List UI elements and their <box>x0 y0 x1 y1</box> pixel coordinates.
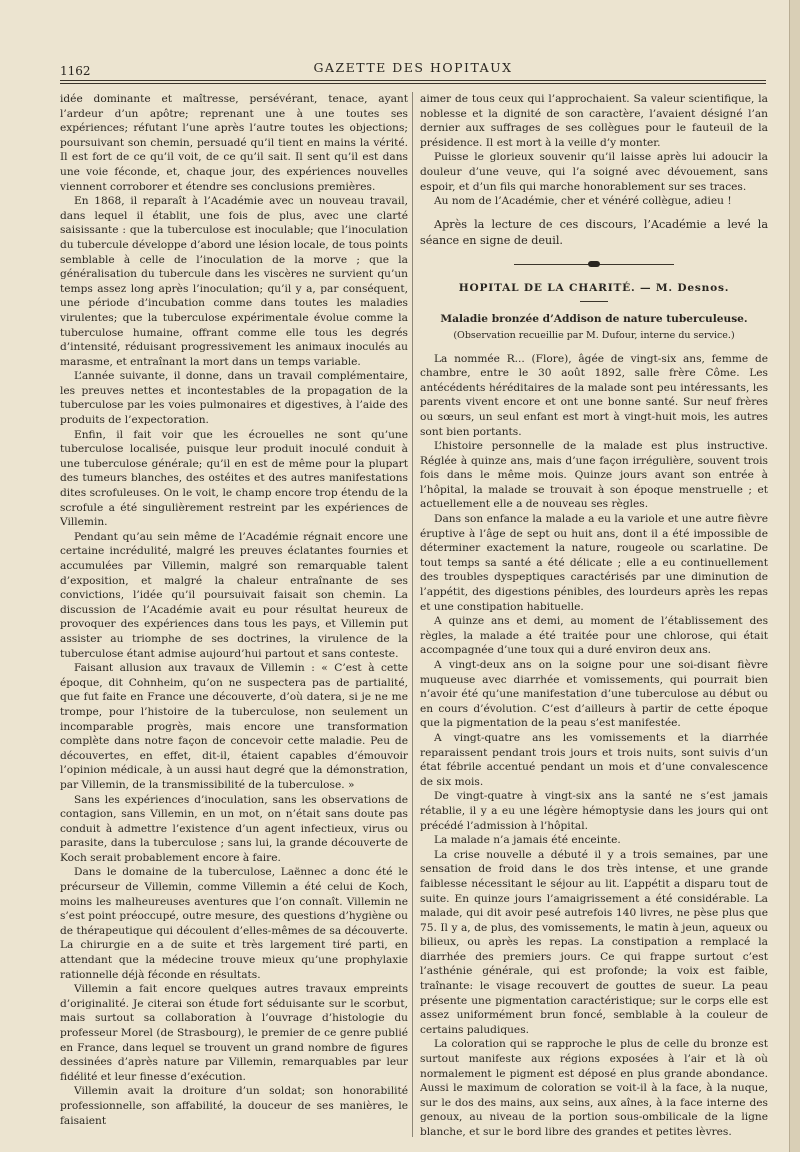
paragraph: La crise nouvelle a débuté il y a trois semaines, par une sensation de froid dans le dos très intense, et une grande faiblesse nécessitant le séjour au lit. L’appétit a disparu tout de suite. En quinze jours l’amaigrissement a été considérable. La malade, qui dit avoir pesé autrefois 140 livres, ne pèse plus que 75. Il y a, de plus, des vomissements, le matin à jeun, aqueux ou bilieux, ou après les repas. La constipation a remplacé la diarrhée des premiers jours. Ce qui frappe surtout c’est l’asthénie générale, qui est profonde; la voix est faible, traînante: le visage recouvert de gouttes de sueur. La peau présente une pigmentation caractéristique; sur le corps elle est assez uniformément brun foncé, semblable à la couleur de certains paludiques. <box>420 848 768 1036</box>
observation-note: (Observation recueillie par M. Dufour, interne du service.) <box>453 329 735 341</box>
paragraph: A vingt-quatre ans les vomissements et la diarrhée reparaissent pendant trois jours et trois nuits, sont suivis d’un état fébrile accentué pendant un mois et d’une convalescence de six mois. <box>420 731 768 788</box>
right-column <box>420 92 768 1140</box>
page-edge <box>789 0 800 1152</box>
paragraph: Pendant qu’au sein même de l’Académie régnait encore une certaine incrédulité, malgré les preuves éclatantes fournies et accumulées par Villemin, malgré son remarquable talent d’exposition, et malgré la chaleur entraînante de ses convictions, l’idée qu’il poursuivait faisait son chemin. La discussion de l’Académie avait eu pour résultat heureux de provoquer des expériences dans tous les pays, et Villemin put assister au triomphe de ses doctrines, la virulence de la tuberculose étant admise aujourd’hui partout et sans conteste. <box>60 530 408 660</box>
header-rule-double <box>60 83 766 84</box>
paragraph: A vingt-deux ans on la soigne pour une soi-disant fièvre muqueuse avec diarrhée et vomissements, qui pourrait bien n’avoir été qu’une manifestation d’une tuberculose au début ou en cours d’évolution. C’est d’ailleurs à partir de cette époque que la pigmentation de la peau s’est manifestée. <box>420 659 768 730</box>
paragraph: La malade n’a jamais été enceinte. <box>434 834 621 847</box>
paragraph: Au nom de l’Académie, cher et vénéré collègue, adieu ! <box>434 195 732 208</box>
left-column <box>60 92 408 1140</box>
paragraph: L’histoire personnelle de la malade est plus instructive. Réglée à quinze ans, mais d’une façon irrégulière, souvent trois fois dans le même mois. Quinze jours avant son entrée à l’hôpital, la malade se trouvait à son époque menstruelle ; et actuellement elle a de nouveau ses règles. <box>420 440 768 511</box>
paragraph: Villemin avait la droiture d’un soldat; son honorabilité professionnelle, son affabilité, la douceur de ses manières, le faisaient <box>60 1085 408 1127</box>
paragraph: La nommée R... (Flore), âgée de vingt-six ans, femme de chambre, entre le 30 août 1892, salle frère Côme. Les antécédents héréditaires de la malade sont peu intéressants, les parents vivent encore et ont une bonne santé. Sur neuf frères ou sœurs, un seul enfant est mort à vingt-huit mois, les autres sont bien portants. <box>420 352 768 438</box>
page-header <box>60 58 766 80</box>
case-title: Maladie bronzée d’Addison de nature tuberculeuse. <box>440 313 748 326</box>
paragraph: A quinze ans et demi, au moment de l’établissement des règles, la malade a été traitée pour une chlorose, qui était accompagnée d’une toux qui a duré environ deux ans. <box>420 615 768 657</box>
paragraph: idée dominante et maîtresse, persévérant, tenace, ayant l’ardeur d’un apôtre; reprenant une à une toutes ses expériences; réfutant l’une après l’autre toutes les objections; poursuivant son chemin, persuadé qu’il tient en mains la vérité. Il est fort de ce qu’il voit, de ce qu’il sait. Il sent qu’il est dans une voie féconde, et, chaque jour, des expériences nouvelles viennent corroborer et étendre ses conclusions premières. <box>60 93 408 193</box>
title-rule <box>580 301 608 302</box>
paragraph: De vingt-quatre à vingt-six ans la santé ne s’est jamais rétablie, il y a eu une légère hémoptysie dans les jours qui ont précédé l’admission à l’hôpital. <box>420 790 768 832</box>
paragraph: Enfin, il fait voir que les écrouelles ne sont qu’une tuberculose localisée, puisque leur produit inoculé conduit à une tuberculose générale; qu’il en est de même pour la plupart des tumeurs blanches, des ostéites et des autres manifestations dites scrofuleuses. On le voit, le champ encore trop étendu de la scrofule a été singulièrement restreint par les expériences de Villemin. <box>60 428 408 529</box>
paragraph: Puisse le glorieux souvenir qu’il laisse après lui adoucir la douleur d’une veuve, qui l’a soigné avec dévouement, sans espoir, et d’un fils qui marche honorablement sur ses traces. <box>420 151 768 193</box>
paragraph: La coloration qui se rapproche le plus de celle du bronze est surtout manifeste aux régions exposées à l’air et là où normalement le pigment est déposé en plus grande abondance. Aussi le maximum de coloration se voit-il à la face, à la nuque, sur le dos des mains, aux seins, aux aînes, à la face interne des genoux, au niveau de la portion sous-ombilicale de la ligne blanche, et sur le bord libre des grandes et petites lèvres. <box>420 1038 768 1138</box>
closing-paragraph: Après la lecture de ces discours, l’Académie a levé la séance en signe de deuil. <box>420 217 768 247</box>
paragraph: Faisant allusion aux travaux de Villemin : « C’est à cette époque, dit Cohnheim, qu’on ne suspectera pas de partialité, que fut faite en France une découverte, d’où datera, si je ne me trompe, pour l’histoire de la tuberculose, non seulement un incomparable progrès, mais encore une transformation complète dans notre façon de concevoir cette maladie. Peu de découvertes, en effet, dit-il, étaient capables d’émouvoir l’opinion médicale, à un aussi haut degré que la démonstration, par Villemin, de la transmissibilité de la tuberculose. » <box>60 662 408 791</box>
section-title: HOPITAL DE LA CHARITÉ. — M. Desnos. <box>458 281 730 294</box>
paragraph: Villemin a fait encore quelques autres travaux empreints d’originalité. Je citerai son étude fort séduisante sur le scorbut, mais surtout sa collaboration à l’ouvrage d’histologie du professeur Morel (de Strasbourg), le premier de ce genre publié en France, dans lequel se trouvent un grand nombre de figures dessinées d’après nature par Villemin, remarquables par leur fidélité et leur finesse d’exécution. <box>60 983 408 1083</box>
paragraph: En 1868, il reparaît à l’Académie avec un nouveau travail, dans lequel il établit, une fois de plus, avec une clarté saisissante : que la tuberculose est inoculable; que l’inoculation du tubercule développe d’abord une lésion locale, de tous points semblable à celle de l’inoculation de la morve ; que la généralisation du tubercule dans les viscères ne survient qu’un temps assez long après l’inoculation; qu’il y a, par conséquent, une période d’incubation comme dans toutes les maladies virulentes; que la tuberculose expérimentale évolue comme la tuberculose humaine, offrant comme elle tous les degrés d’intensité, réduisant progressivement les animaux inoculés au marasme, et entraînant la mort dans un temps variable. <box>60 195 408 368</box>
header-rule <box>60 80 766 81</box>
page-number: 1162 <box>60 64 91 78</box>
paragraph: Dans le domaine de la tuberculose, Laënnec a donc été le précurseur de Villemin, comme Villemin a été celui de Koch, moins les malheureuses aventures que l’on connaît. Villemin ne s’est point préoccupé, outre mesure, des questions d’hygiène ou de thérapeutique qui découlent d’elles-mêmes de sa découverte. La chirurgie en a de suite et très largement tiré parti, en attendant que la médecine trouve mieux qu’une prophylaxie rationnelle déjà féconde en résultats. <box>60 866 408 981</box>
paragraph: aimer de tous ceux qui l’approchaient. Sa valeur scientifique, la noblesse et la dignité de son caractère, l’avaient désigné l’an dernier aux suffrages de ses collègues pour le fauteuil de la présidence. Il est mort à la veille d’y monter. <box>420 93 768 149</box>
paragraph: Dans son enfance la malade a eu la variole et une autre fièvre éruptive à l’âge de sept ou huit ans, dont il a été impossible de déterminer exactement la nature, rougeole ou scarlatine. De tout temps sa santé a été délicate ; elle a eu continuellement des troubles dyspeptiques caractérisés par une diminution de l’appétit, des digestions pénibles, des lourdeurs après les repas et une constipation habituelle. <box>420 513 768 613</box>
section-divider-ornament <box>514 261 674 269</box>
paragraph: L’année suivante, il donne, dans un travail complémentaire, les preuves nettes et incontestables de la propagation de la tuberculose par les voies pulmonaires et digestives, à l’aide des produits de l’expectoration. <box>60 370 408 427</box>
column-divider <box>412 92 413 1137</box>
journal-title: GAZETTE DES HOPITAUX <box>313 60 513 75</box>
paragraph: Sans les expériences d’inoculation, sans les observations de contagion, sans Villemin, en un mot, on n’était sans doute pas conduit à admettre l’existence d’un agent infectieux, virus ou parasite, dans la tuberculose ; sans lui, la grande découverte de Koch serait probablement encore à faire. <box>60 793 408 864</box>
